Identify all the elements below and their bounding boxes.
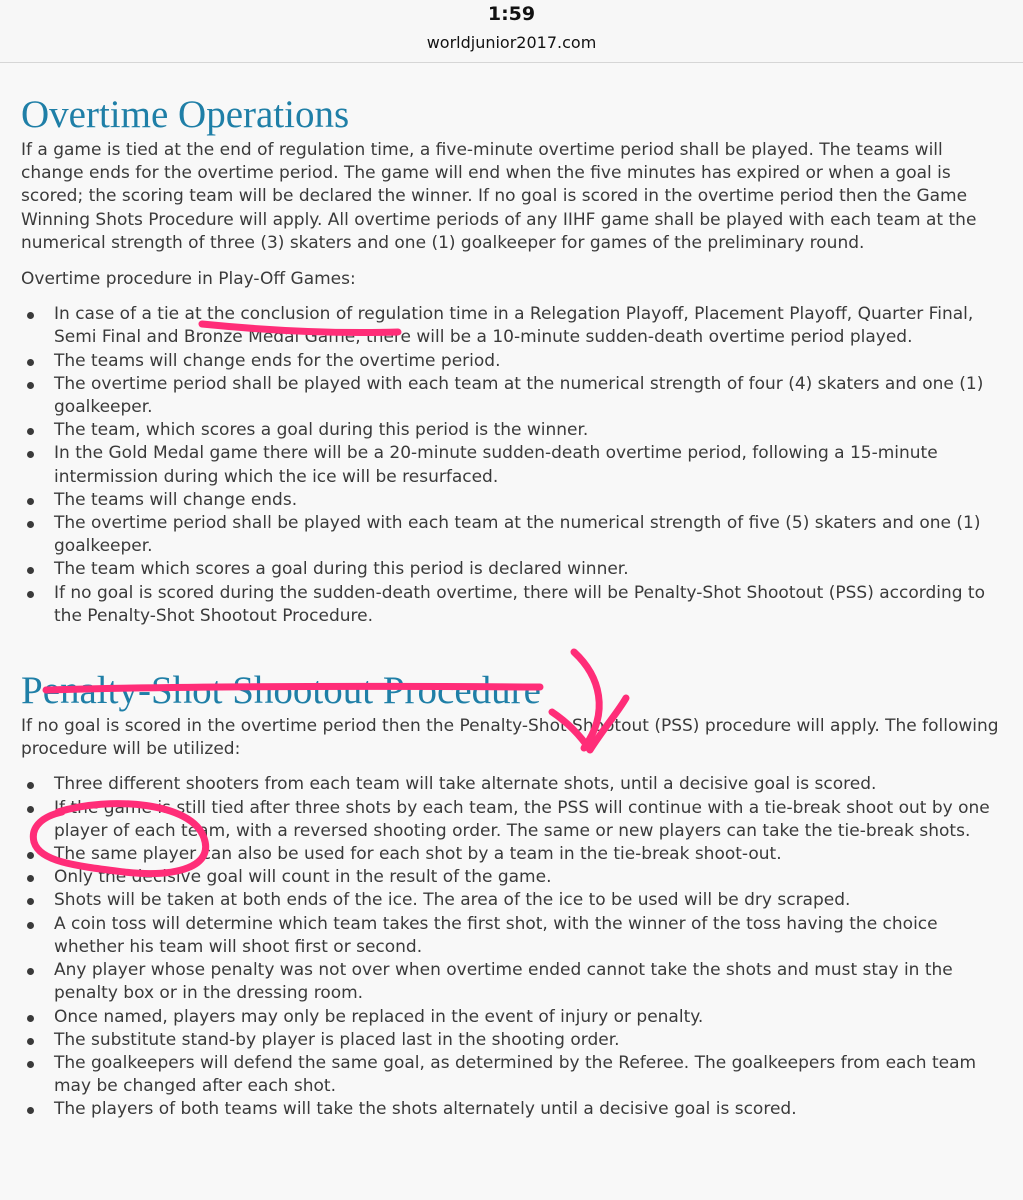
bullet-icon: [27, 567, 34, 574]
playoff-procedure-label: Overtime procedure in Play-Off Games:: [21, 269, 356, 290]
overtime-list: [21, 303, 1006, 628]
bullet-icon: [27, 591, 34, 598]
list-item: [21, 350, 1006, 373]
bullet-icon: [27, 312, 34, 319]
list-item: [21, 512, 1006, 558]
list-item-text: The teams will change ends for the overtime period.: [54, 350, 501, 371]
bullet-icon: [27, 852, 34, 859]
list-item-text: The overtime period shall be played with each team at the numerical strength of four (4) skaters and one (1) goalkeeper.: [54, 373, 984, 418]
bullet-icon: [27, 806, 34, 813]
overtime-section: [21, 91, 1006, 628]
list-item: [21, 1029, 1006, 1052]
list-item: [21, 1006, 1006, 1029]
list-item: [21, 913, 1006, 959]
list-item-text: The substitute stand-by player is placed last in the shooting order.: [54, 1029, 620, 1050]
browser-status-bar: [0, 0, 1023, 63]
pss-heading: Penalty-Shot Shootout Procedure: [21, 669, 541, 713]
list-item-text: Shots will be taken at both ends of the ice. The area of the ice to be used will be dry scraped.: [54, 890, 851, 911]
list-item-text: In case of a tie at the conclusion of regulation time in a Relegation Playoff, Placement Playoff, Quarter Final, Semi Final and Bronze Medal Game, there will be a 10-minute sudden-death overtime period played.: [54, 304, 974, 348]
web-page[interactable]: [0, 63, 1023, 1200]
list-item-text: The overtime period shall be played with each team at the numerical strength of five (5) skaters and one (1) goalkeeper.: [54, 513, 981, 557]
list-item: [21, 959, 1006, 1005]
list-item: [21, 797, 1006, 843]
bullet-icon: [27, 521, 34, 528]
bullet-icon: [27, 451, 34, 458]
list-item: [21, 419, 1006, 442]
bullet-icon: [27, 359, 34, 366]
list-item-text: Three different shooters from each team will take alternate shots, until a decisive goal is scored.: [54, 774, 877, 795]
list-item-text: Once named, players may only be replaced in the event of injury or penalty.: [54, 1006, 704, 1027]
bullet-icon: [27, 898, 34, 905]
pss-list: [21, 773, 1006, 1121]
pss-intro: If no goal is scored in the overtime period then the Penalty-Shot Shootout (PSS) procedure will apply. The following procedure will be utilized:: [21, 716, 999, 760]
bullet-icon: [27, 498, 34, 505]
list-item-text: Only the decisive goal will count in the result of the game.: [54, 867, 552, 888]
bullet-icon: [27, 1107, 34, 1114]
bullet-icon: [27, 428, 34, 435]
list-item: [21, 843, 1006, 866]
list-item-text: If the game is still tied after three shots by each team, the PSS will continue with a tie-break shoot out by one player of each team, with a reversed shooting order. The same or new players can take the tie-break shots.: [54, 797, 990, 841]
bullet-icon: [27, 382, 34, 389]
list-item-text: In the Gold Medal game there will be a 20-minute sudden-death overtime period, following a 15-minute intermission during which the ice will be resurfaced.: [54, 443, 938, 487]
list-item-text: The team, which scores a goal during this period is the winner.: [54, 420, 589, 441]
pss-section: [21, 667, 1006, 1121]
bullet-icon: [27, 1015, 34, 1022]
list-item-text: The same player can also be used for each shot by a team in the tie-break shoot-out.: [54, 844, 782, 865]
address-bar-url[interactable]: worldjunior2017.com: [426, 33, 597, 52]
list-item: [21, 1098, 1006, 1121]
list-item-text: The team which scores a goal during this period is declared winner.: [54, 559, 629, 580]
list-item-text: The teams will change ends.: [54, 489, 298, 510]
list-item-text: The players of both teams will take the shots alternately until a decisive goal is scored.: [54, 1099, 797, 1120]
list-item: [21, 303, 1006, 349]
list-item-text: A coin toss will determine which team takes the first shot, with the winner of the toss having the choice whether his team will shoot first or second.: [54, 913, 938, 957]
list-item-text: If no goal is scored during the sudden-death overtime, there will be Penalty-Shot Shootout (PSS) according to the Penalty-Shot Shootout Procedure.: [54, 582, 985, 626]
overtime-heading: Overtime Operations: [21, 93, 350, 136]
bullet-icon: [27, 968, 34, 975]
list-item: [21, 442, 1006, 488]
bullet-icon: [27, 782, 34, 789]
bullet-icon: [27, 1038, 34, 1045]
list-item-text: Any player whose penalty was not over when overtime ended cannot take the shots and must stay in the penalty box or in the dressing room.: [54, 960, 953, 1004]
bullet-icon: [27, 1061, 34, 1068]
status-time: 1:59: [487, 3, 536, 25]
list-item: [21, 373, 1006, 419]
list-item: [21, 489, 1006, 512]
overtime-intro: If a game is tied at the end of regulation time, a five-minute overtime period shall be played. The teams will change ends for the overtime period. The game will end when the five minutes has expired or when a goal is scored; the scoring team will be declared the winner. If no goal is scored in the overtime period then the Game Winning Shots Procedure will apply. All overtime periods of any IIHF game shall be played with each team at the numerical strength of three (3) skaters and one (1) goalkeeper for games of the preliminary round.: [21, 140, 977, 253]
bullet-icon: [27, 922, 34, 929]
list-item: [21, 558, 1006, 581]
list-item: [21, 773, 1006, 796]
list-item: [21, 889, 1006, 912]
list-item: [21, 1052, 1006, 1098]
list-item-text: The goalkeepers will defend the same goal, as determined by the Referee. The goalkeepers from each team may be changed after each shot.: [54, 1052, 977, 1097]
article-content: [21, 91, 1006, 1122]
list-item: [21, 866, 1006, 889]
bullet-icon: [27, 875, 34, 882]
list-item: [21, 582, 1006, 628]
